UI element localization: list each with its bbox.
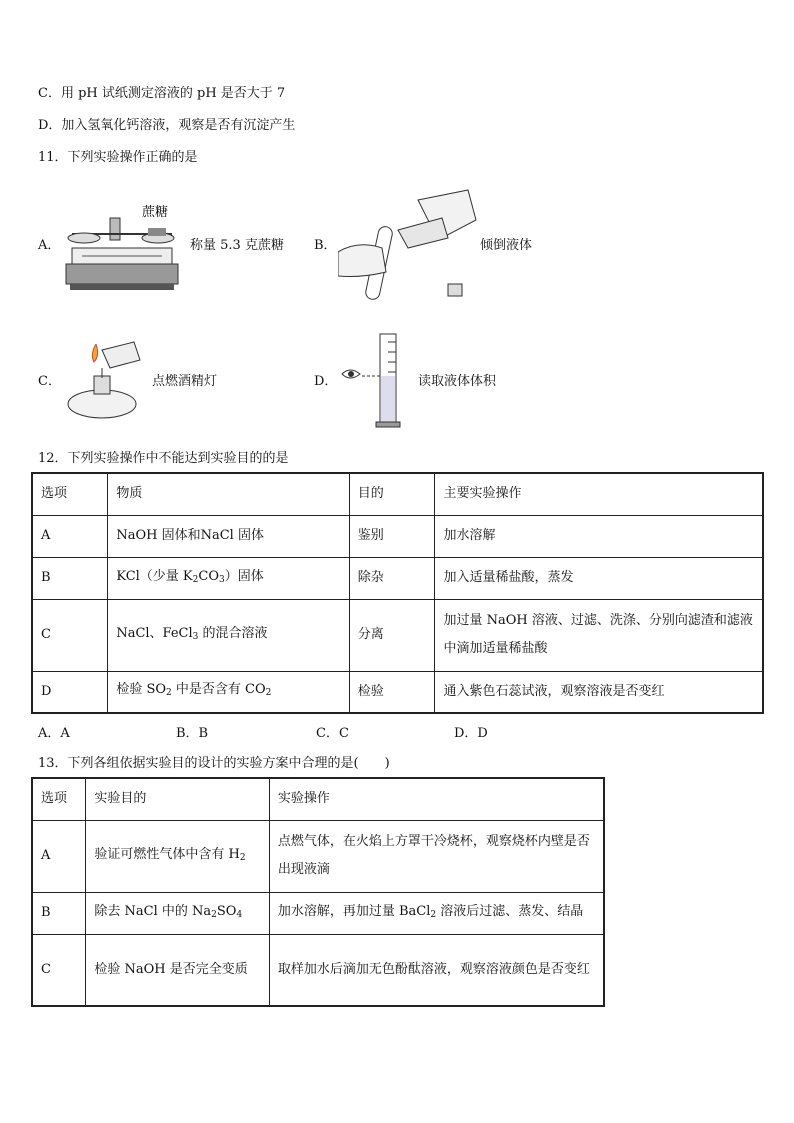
table-row xyxy=(32,599,763,671)
cell-goal: 检验 NaOH 是否完全变质 xyxy=(86,934,269,1006)
cell-goal: 鉴别 xyxy=(349,515,435,557)
header-cell: 选项 xyxy=(32,778,86,820)
q11-option-a-caption: 称量 5.3 克蔗糖 xyxy=(190,238,284,253)
q11-option-b-label: B． xyxy=(314,238,337,253)
cell-option: B xyxy=(32,557,108,599)
graduated-cylinder-figure xyxy=(338,330,418,430)
cell-goal: 检验 xyxy=(349,671,435,713)
alcohol-lamp-figure xyxy=(62,338,146,422)
cell-operation: 加过量 NaOH 溶液、过滤、洗涤、分别向滤渣和滤液中滴加适量稀盐酸 xyxy=(435,599,763,671)
q12-answer-b: B．B xyxy=(176,726,209,741)
cell-substance: KCl（少量 $K_2CO_3$）固体 xyxy=(108,557,349,599)
cell-operation: 加水溶解 xyxy=(435,515,763,557)
cell-goal: 除杂 xyxy=(349,557,435,599)
header-cell: 主要实验操作 xyxy=(435,473,763,515)
header-cell: 选项 xyxy=(32,473,108,515)
q11-option-d-label: D． xyxy=(314,374,338,389)
question-12-stem: 12．下列实验操作中不能达到实验目的的是 xyxy=(38,451,289,466)
q12-answer-c: C．C xyxy=(316,726,349,741)
cell-operation: 通入紫色石蕊试液，观察溶液是否变红 xyxy=(435,671,763,713)
header-cell: 目的 xyxy=(349,473,435,515)
cell-operation: 点燃气体，在火焰上方罩干冷烧杯，观察烧杯内壁是否出现液滴 xyxy=(269,820,604,892)
cell-goal: 验证可燃性气体中含有 $H_2$ xyxy=(86,820,269,892)
table-row xyxy=(32,515,763,557)
cell-option: C xyxy=(32,599,108,671)
q11-option-a-label: A． xyxy=(38,238,61,253)
cell-operation: 加水溶解，再加过量 BaCl$_2$ 溶液后过滤、蒸发、结晶 xyxy=(269,892,604,934)
q12-table xyxy=(31,472,764,714)
q11-option-d-caption: 读取液体体积 xyxy=(418,374,497,389)
table-row xyxy=(32,892,604,934)
cell-option: B xyxy=(32,892,86,934)
q11-option-b-caption: 倾倒液体 xyxy=(480,238,533,253)
q11-option-c-label: C． xyxy=(38,374,61,389)
cell-operation: 取样加水后滴加无色酚酞溶液，观察溶液颜色是否变红 xyxy=(269,934,604,1006)
table-row xyxy=(32,557,763,599)
option-d-text: D．加入氢氧化钙溶液，观察是否有沉淀产生 xyxy=(38,118,296,133)
option-c-text: C．用 pH 试纸测定溶液的 pH 是否大于 7 xyxy=(38,86,286,101)
cell-substance: NaOH 固体和NaCl 固体 xyxy=(108,515,349,557)
pouring-liquid-figure xyxy=(338,180,478,306)
question-11-stem: 11．下列实验操作正确的是 xyxy=(38,150,198,165)
question-13-stem: 13．下列各组依据实验目的设计的实验方案中合理的是( ) xyxy=(38,756,390,771)
balance-figure xyxy=(62,198,182,294)
cell-substance: 检验 $SO_2$ 中是否含有 $CO_2$ xyxy=(108,671,349,713)
cell-operation: 加入适量稀盐酸，蒸发 xyxy=(435,557,763,599)
q12-answer-d: D．D xyxy=(454,726,488,741)
q13-table xyxy=(31,777,605,1007)
sugar-label: 蔗糖 xyxy=(142,205,169,220)
table-row xyxy=(32,934,604,1006)
cell-option: A xyxy=(32,515,108,557)
table-row xyxy=(32,820,604,892)
cell-goal: 除去 NaCl 中的 $Na_2SO_4$ xyxy=(86,892,269,934)
cell-option: C xyxy=(32,934,86,1006)
cell-substance: NaCl、FeCl$_3$ 的混合溶液 xyxy=(108,599,349,671)
header-cell: 实验目的 xyxy=(86,778,269,820)
table-header-row xyxy=(32,778,604,820)
cell-option: A xyxy=(32,820,86,892)
q11-option-c-caption: 点燃酒精灯 xyxy=(152,374,218,389)
header-cell: 物质 xyxy=(108,473,349,515)
header-cell: 实验操作 xyxy=(269,778,604,820)
cell-option: D xyxy=(32,671,108,713)
cell-goal: 分离 xyxy=(349,599,435,671)
table-header-row xyxy=(32,473,763,515)
q12-answer-a: A．A xyxy=(38,726,70,741)
table-row xyxy=(32,671,763,713)
